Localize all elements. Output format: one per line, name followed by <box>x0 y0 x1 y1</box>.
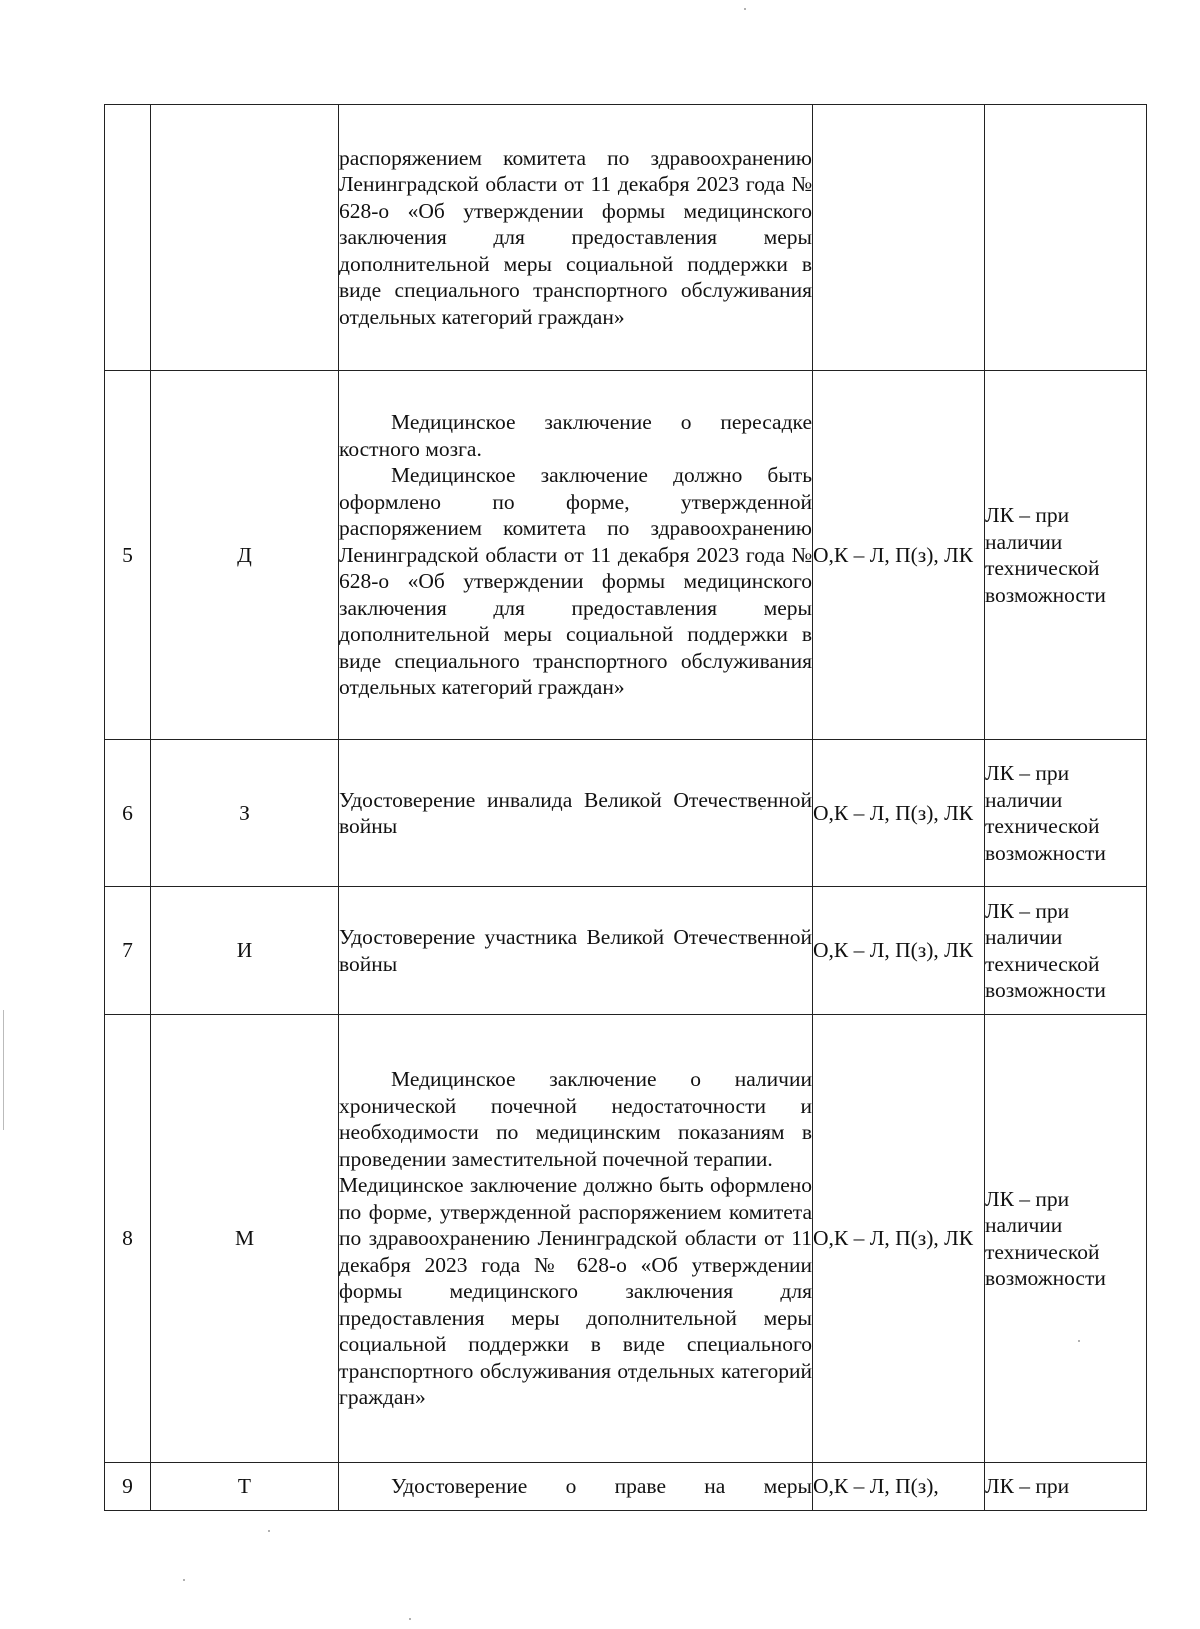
description-paragraph: распоряжением комитета по здравоохранению Ленинградской области от 11 декабря 2023 года № 628-о «Об утверждении формы медицинского заключения для предоставления меры дополнительной меры социальной поддержки в виде специального транспортного обслуживания отдельных категорий граждан» <box>339 145 812 329</box>
scan-artifact-dot <box>268 1530 270 1532</box>
row-submission-methods: О,К – Л, П(з), ЛК <box>813 1015 985 1463</box>
row-code: М <box>151 1015 339 1463</box>
row-code <box>151 105 339 371</box>
description-paragraph: Медицинское заключение о пересадке костного мозга. <box>339 410 812 461</box>
row-submission-methods: О,К – Л, П(з), ЛК <box>813 371 985 740</box>
scan-artifact-dot <box>744 8 746 10</box>
row-description <box>339 1015 813 1463</box>
table-row <box>105 740 1147 887</box>
table-row <box>105 1463 1147 1511</box>
description-paragraph: Удостоверение участника Великой Отечественной войны <box>339 925 812 976</box>
row-description <box>339 371 813 740</box>
row-code: И <box>151 887 339 1015</box>
row-number: 5 <box>105 371 151 740</box>
table-row <box>105 105 1147 371</box>
description-paragraph: Медицинское заключение о наличии хронической почечной недостаточности и необходимости по медицинским показаниям в проведении заместительной почечной терапии. <box>339 1067 812 1171</box>
row-submission-methods <box>813 105 985 371</box>
row-number: 9 <box>105 1463 151 1511</box>
row-note: ЛК – при <box>985 1463 1147 1511</box>
row-number: 7 <box>105 887 151 1015</box>
row-note: ЛК – при наличии технической возможности <box>985 887 1147 1015</box>
description-paragraph: Медицинское заключение должно быть оформлено по форме, утвержденной распоряжением комитета по здравоохранению Ленинградской области от 11 декабря 2023 года № 628-о «Об утверждении формы медицинского заключения для предоставления меры дополнительной меры социальной поддержки в виде специального транспортного обслуживания отдельных категорий граждан» <box>339 463 812 700</box>
row-description <box>339 740 813 887</box>
row-number: 6 <box>105 740 151 887</box>
table-row <box>105 371 1147 740</box>
row-number <box>105 105 151 371</box>
row-description <box>339 1463 813 1511</box>
table-row <box>105 1015 1147 1463</box>
description-paragraph: Медицинское заключение должно быть оформлено по форме, утвержденной распоряжением комитета по здравоохранению Ленинградской области от 11 декабря 2023 года № 628-о «Об утверждении формы медицинского заключения для предоставления меры дополнительной меры социальной поддержки в виде специального транспортного обслуживания отдельных категорий граждан» <box>339 1173 812 1410</box>
row-description <box>339 105 813 371</box>
scan-artifact-line <box>3 1010 4 1130</box>
row-note: ЛК – при наличии технической возможности <box>985 371 1147 740</box>
row-number: 8 <box>105 1015 151 1463</box>
row-note: ЛК – при наличии технической возможности <box>985 740 1147 887</box>
description-paragraph: Удостоверение инвалида Великой Отечественной войны <box>339 787 812 838</box>
row-submission-methods: О,К – Л, П(з), ЛК <box>813 740 985 887</box>
row-code: Д <box>151 371 339 740</box>
row-submission-methods: О,К – Л, П(з), <box>813 1463 985 1511</box>
description-paragraph: Удостоверение о праве на меры <box>391 1474 812 1499</box>
scan-artifact-dot <box>409 1618 411 1620</box>
row-code: З <box>151 740 339 887</box>
row-description <box>339 887 813 1015</box>
documents-table <box>104 104 1147 1511</box>
row-note <box>985 105 1147 371</box>
scan-artifact-dot <box>183 1579 185 1581</box>
row-code: Т <box>151 1463 339 1511</box>
table-row <box>105 887 1147 1015</box>
row-note: ЛК – при наличии технической возможности <box>985 1015 1147 1463</box>
row-submission-methods: О,К – Л, П(з), ЛК <box>813 887 985 1015</box>
